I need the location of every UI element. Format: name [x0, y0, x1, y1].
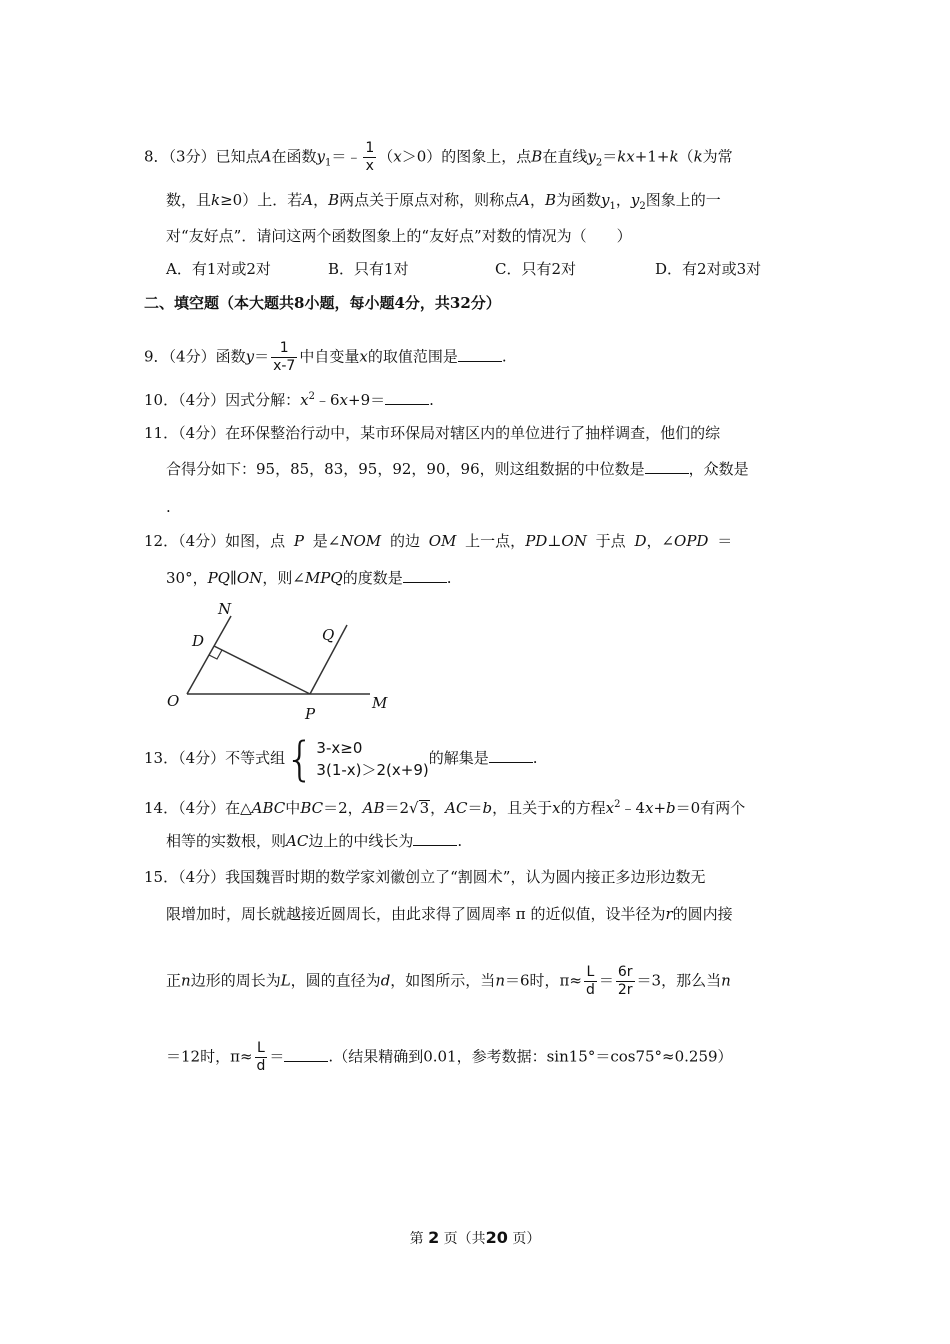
sqrt-icon: √ — [409, 799, 419, 817]
text: 中 — [285, 799, 301, 817]
var: ON — [236, 569, 263, 587]
q8-line1 — [144, 140, 733, 175]
fraction — [616, 964, 635, 999]
label-d: D — [192, 632, 205, 650]
text: 页（共 — [443, 1231, 486, 1247]
var: A — [519, 191, 530, 209]
text: ，∠ — [646, 532, 675, 550]
denominator: d — [256, 1058, 266, 1074]
var: ON — [561, 532, 587, 550]
numerator: 6r — [617, 964, 633, 980]
text: 为函数 — [556, 191, 602, 209]
text: 的近似值，设半径为 — [530, 905, 666, 923]
text: （ — [678, 147, 694, 166]
text: . — [532, 749, 538, 767]
text: + — [653, 799, 667, 817]
text: 8．（3分）已知点 — [144, 147, 261, 166]
var: y — [630, 191, 640, 209]
text: 的边 — [389, 532, 420, 550]
numerator: 1 — [271, 340, 297, 358]
q11-line2 — [166, 459, 749, 479]
numerator: L — [255, 1040, 268, 1058]
text: ＝ — [717, 532, 733, 550]
var: AB — [362, 799, 385, 817]
text: ⊥ — [547, 532, 562, 550]
text: ， — [430, 799, 446, 817]
text: ＝3，那么当 — [636, 971, 722, 990]
var: n — [495, 971, 505, 990]
q14-line2 — [166, 831, 462, 851]
answer-blank — [403, 568, 447, 583]
var: x — [300, 391, 309, 409]
text: ＝2 — [384, 799, 410, 817]
page-number: 2 — [428, 1228, 440, 1247]
text: 的方程 — [560, 799, 606, 817]
var: AC — [286, 832, 309, 850]
page-footer — [0, 1228, 950, 1248]
text: 数，且 — [166, 191, 212, 209]
var: b — [666, 799, 676, 817]
text: +1+ — [634, 147, 670, 166]
var: x — [552, 799, 561, 817]
text: 相等的实数根，则 — [166, 832, 287, 850]
system-rows — [316, 737, 428, 781]
var: x — [339, 391, 348, 409]
var: y — [587, 147, 596, 166]
text: 30°， — [166, 569, 208, 587]
q15-line4 — [166, 1040, 733, 1075]
fraction — [255, 1040, 268, 1075]
text: ﹣4 — [620, 799, 645, 817]
text: ∥ — [229, 569, 237, 587]
answer-blank — [489, 748, 533, 763]
q11-line3: . — [166, 498, 171, 516]
var: MPQ — [304, 569, 343, 587]
text: ，且关于 — [492, 799, 553, 817]
label-q: Q — [322, 626, 335, 644]
answer-blank — [645, 459, 689, 474]
text: ＝ — [598, 971, 614, 990]
q8-line2 — [166, 190, 721, 217]
q8-option-a: A．有1对或2对 — [166, 260, 271, 278]
text: ＝ — [467, 799, 483, 817]
var: PQ — [207, 569, 230, 587]
system-row-2: 3(1-x)＞2(x+9) — [316, 761, 429, 779]
text: 的解集是 — [428, 749, 489, 767]
numerator: 1 — [365, 140, 375, 156]
text: ，如图所示，当 — [390, 971, 496, 990]
denominator: x — [365, 158, 374, 174]
subscript: 1 — [609, 201, 616, 212]
text: ， — [615, 191, 631, 209]
superscript: 2 — [614, 799, 621, 810]
answer-blank — [458, 347, 502, 362]
brace-icon: { — [285, 732, 315, 786]
text: ，则∠ — [262, 569, 305, 587]
text: 上一点， — [465, 532, 526, 550]
var: y — [601, 191, 610, 209]
text: 第 — [409, 1231, 424, 1247]
inequality-system — [285, 732, 429, 786]
var: x — [359, 347, 368, 366]
text: ＝0有两个 — [675, 799, 746, 817]
fraction — [271, 340, 297, 375]
q14-line1 — [144, 795, 745, 818]
q11-line1: 11．（4分）在环保整治行动中，某市环保局对辖区内的单位进行了抽样调查，他们的综 — [144, 424, 721, 442]
segment-pd — [214, 646, 310, 694]
text: （ — [378, 147, 394, 166]
text: ＝ — [254, 347, 270, 366]
label-m: M — [372, 694, 388, 712]
var: x — [645, 799, 654, 817]
text: 正 — [166, 971, 182, 990]
var: OPD — [674, 532, 709, 550]
var: D — [634, 532, 647, 550]
text: .（结果精确到0.01，参考数据：sin15°＝cos75°≈0.259） — [328, 1047, 733, 1066]
q12-line1 — [144, 531, 732, 551]
text: ，众数是 — [688, 460, 749, 478]
var: r — [665, 905, 673, 923]
var: A — [260, 147, 272, 166]
text: 的取值范围是 — [367, 347, 458, 366]
var: kx — [617, 147, 635, 166]
denominator: x-7 — [273, 358, 296, 374]
var: n — [721, 971, 731, 990]
text: ＝﹣ — [331, 147, 362, 166]
text: 合得分如下：95，85，83，95，92，90，96，则这组数据的中位数是 — [166, 460, 645, 478]
text: 10．（4分）因式分解： — [144, 391, 301, 409]
text: ， — [313, 191, 329, 209]
var: y — [245, 347, 255, 366]
var: B — [328, 191, 340, 209]
fraction — [584, 964, 597, 999]
var: BC — [300, 799, 324, 817]
text: 边上的中线长为 — [308, 832, 414, 850]
var: NOM — [340, 532, 382, 550]
var: x — [393, 147, 402, 166]
var: ABC — [251, 799, 286, 817]
geometry-figure — [160, 598, 400, 728]
q8-line3: 对“友好点”．请问这两个函数图象上的“友好点”对数的情况为（ ） — [166, 227, 632, 245]
text: 边形的周长为 — [190, 971, 281, 990]
q15-line3 — [166, 964, 731, 999]
var: A — [302, 191, 314, 209]
text: 是∠ — [312, 532, 341, 550]
answer-blank — [385, 390, 429, 405]
var: d — [380, 971, 391, 990]
q8-option-c: C．只有2对 — [495, 260, 577, 278]
superscript: 2 — [308, 391, 315, 402]
text: 9．（4分）函数 — [144, 347, 246, 366]
total-pages: 20 — [485, 1228, 508, 1247]
var: B — [545, 191, 557, 209]
text: 14．（4分）在△ — [144, 799, 252, 817]
q9 — [144, 340, 507, 375]
section-heading: 二、填空题（本大题共8小题，每小题4分，共32分） — [144, 294, 501, 312]
text: ，圆的直径为 — [290, 971, 381, 990]
numerator: L — [584, 964, 597, 982]
label-o: O — [167, 692, 180, 710]
text: ﹣6 — [314, 391, 340, 409]
text: 在函数 — [271, 147, 317, 166]
text: ＞0）的图象上，点 — [401, 147, 532, 166]
q10 — [144, 387, 434, 410]
text: ＝2， — [323, 799, 363, 817]
label-p: P — [305, 705, 316, 723]
text: 13．（4分）不等式组 — [144, 749, 286, 767]
denominator: 2r — [617, 982, 633, 998]
q8-option-b: B．只有1对 — [328, 260, 409, 278]
text: ， — [529, 191, 545, 209]
denominator: d — [585, 982, 595, 998]
text: ＝6时，π≈ — [504, 971, 582, 990]
text: . — [501, 347, 507, 366]
var: n — [181, 971, 191, 990]
text: +9＝ — [348, 391, 386, 409]
text: 的圆内接 — [672, 905, 733, 923]
text: 页） — [512, 1231, 541, 1247]
answer-blank — [284, 1047, 328, 1062]
subscript: 2 — [595, 157, 603, 169]
var: OM — [428, 532, 457, 550]
text: 12．（4分）如图，点 — [144, 532, 286, 550]
text: 图象上的一 — [645, 191, 721, 209]
text: . — [457, 832, 463, 850]
answer-blank — [413, 831, 457, 846]
q15-line2 — [166, 904, 733, 924]
text: 于点 — [595, 532, 626, 550]
text: . — [446, 569, 452, 587]
label-n: N — [218, 600, 232, 618]
var: k — [211, 191, 221, 209]
fraction — [363, 140, 376, 175]
subscript: 1 — [324, 157, 332, 169]
text: . — [429, 391, 434, 409]
var: B — [531, 147, 543, 166]
text: 在直线 — [542, 147, 588, 166]
system-row-1: 3-x≥0 — [316, 739, 363, 757]
var: L — [280, 971, 291, 990]
var: k — [693, 147, 703, 166]
q13 — [144, 732, 538, 786]
var: PD — [525, 532, 548, 550]
var: y — [316, 147, 325, 166]
text: 的度数是 — [342, 569, 403, 587]
var: b — [482, 799, 493, 817]
text: 中自变量 — [299, 347, 360, 366]
q8-option-d: D．有2对或3对 — [655, 260, 762, 278]
text: ＝12时，π≈ — [166, 1047, 253, 1066]
var: x — [605, 799, 615, 817]
text: 为常 — [702, 147, 733, 166]
q12-line2 — [166, 568, 451, 588]
text: 两点关于原点对称，则称点 — [339, 191, 520, 209]
text: 限增加时，周长就越接近圆周长，由此求得了圆周率 — [166, 905, 512, 923]
text: ＝ — [602, 147, 618, 166]
text: ＝ — [269, 1047, 285, 1066]
text: ≥0）上．若 — [220, 191, 303, 209]
var: k — [669, 147, 679, 166]
sqrt-radicand: 3 — [419, 799, 430, 817]
subscript: 2 — [639, 201, 646, 212]
var: P — [293, 532, 305, 550]
var: AC — [445, 799, 468, 817]
q15-line1: 15．（4分）我国魏晋时期的数学家刘徽创立了“割圆术”，认为圆内接正多边形边数无 — [144, 868, 706, 886]
text: π — [515, 905, 526, 923]
